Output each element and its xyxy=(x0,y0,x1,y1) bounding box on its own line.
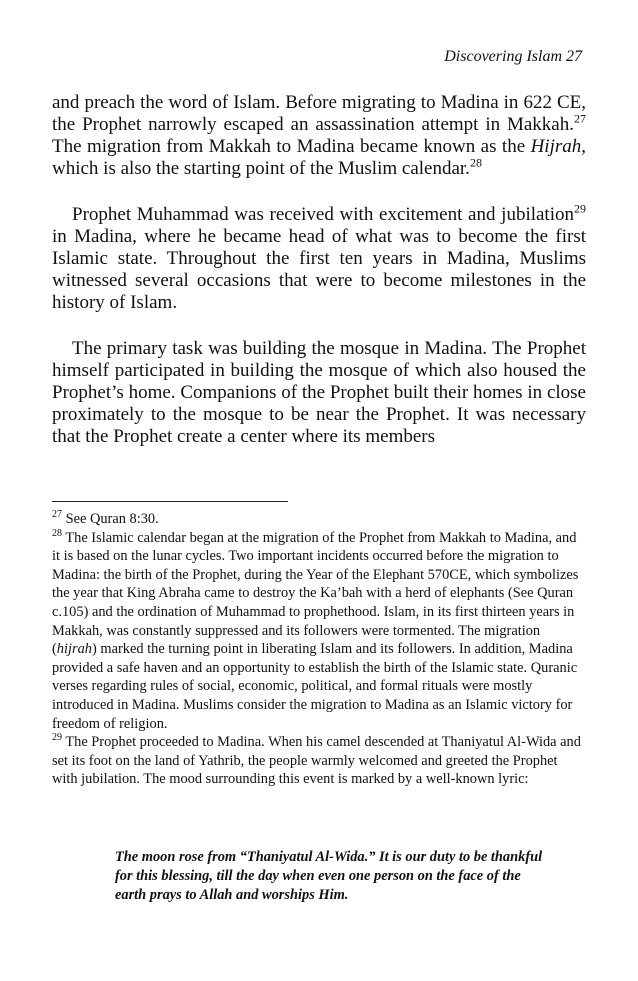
paragraph-2-text-b: in Madina, where he became head of what was to become the first Islamic state. Throughout the first ten years in Madina, Muslims witnessed several occasions that were to become milestones in the history of Islam. xyxy=(52,226,586,313)
running-head: Discovering Islam 27 xyxy=(444,48,582,65)
paragraph-1-text-c: , which is also the starting point of the Muslim calendar. xyxy=(52,136,586,179)
footnote-divider xyxy=(52,501,288,502)
footnote-28-text-b: ) marked the turning point in liberating Islam and its followers. In addition, Madina provided a safe haven and an opportunity to establish the birth of the Islamic state. Quranic verses regarding rules of social, economic, political, and formal rituals were mostly introduced in Madina. Muslims consider the migration to Madina as an Islamic victory for freedom of religion. xyxy=(52,641,578,732)
footnote-28-text-a: The Islamic calendar began at the migration of the Prophet from Makkah to Madina, and it is based on the lunar cycles. Two important incidents occurred before the migration to Madina: the birth of the Prophet, during the Year of the Elephant 570CE, which symbolizes the year that King Abraha came to destroy the Ka’bah with a herd of elephants (See Quran c.105) and the ordination of Muhammad to prophethood. Islam, in its first thirteen years in Makkah, was constantly suppressed and its followers were tormented. The migration ( xyxy=(52,529,579,658)
paragraph-1-text-b: The migration from Makkah to Madina became known as the xyxy=(52,136,531,157)
footnote-27-text: See Quran 8:30. xyxy=(62,511,159,527)
footnote-ref-28: 28 xyxy=(469,155,482,170)
lyric-quote: The moon rose from “Thaniyatul Al-Wida.” It is our duty to be thankful for this blessing, till the day when even one person on the face of the earth prays to Allah and worships Him. xyxy=(115,849,543,903)
footnotes xyxy=(52,510,586,789)
footnote-29-number: 29 xyxy=(52,732,62,744)
footnote-ref-29: 29 xyxy=(574,201,586,216)
footnote-28 xyxy=(52,529,586,734)
footnote-27 xyxy=(52,510,586,529)
footnote-29-text: The Prophet proceeded to Madina. When his camel descended at Thaniyatul Al-Wida and set its foot on the land of Yathrib, the people warmly welcomed and greeted the Prophet with jubilation. The mood surrounding this event is marked by a well-known lyric: xyxy=(52,734,581,788)
paragraph-1 xyxy=(52,92,586,180)
footnote-28-number: 28 xyxy=(52,527,62,539)
footnote-29 xyxy=(52,733,586,789)
footnote-27-number: 27 xyxy=(52,509,62,521)
paragraph-3: The primary task was building the mosque in Madina. The Prophet himself participated in building the mosque of which also housed the Prophet’s home. Companions of the Prophet built their homes in close proximately to the mosque to be near the Prophet. It was necessary that the Prophet create a center where its members xyxy=(52,338,586,447)
footnote-ref-27: 27 xyxy=(574,111,586,126)
paragraph-2-text-a: Prophet Muhammad was received with excitement and jubilation xyxy=(72,204,574,225)
paragraph-1-text-a: and preach the word of Islam. Before migrating to Madina in 622 CE, the Prophet narrowly escaped an assassination attempt in Makkah. xyxy=(52,92,586,135)
hijrah-term: Hijrah xyxy=(530,136,582,157)
footnote-28-hijrah: hijrah xyxy=(56,641,92,658)
paragraph-2 xyxy=(52,201,586,314)
main-text xyxy=(52,92,586,472)
